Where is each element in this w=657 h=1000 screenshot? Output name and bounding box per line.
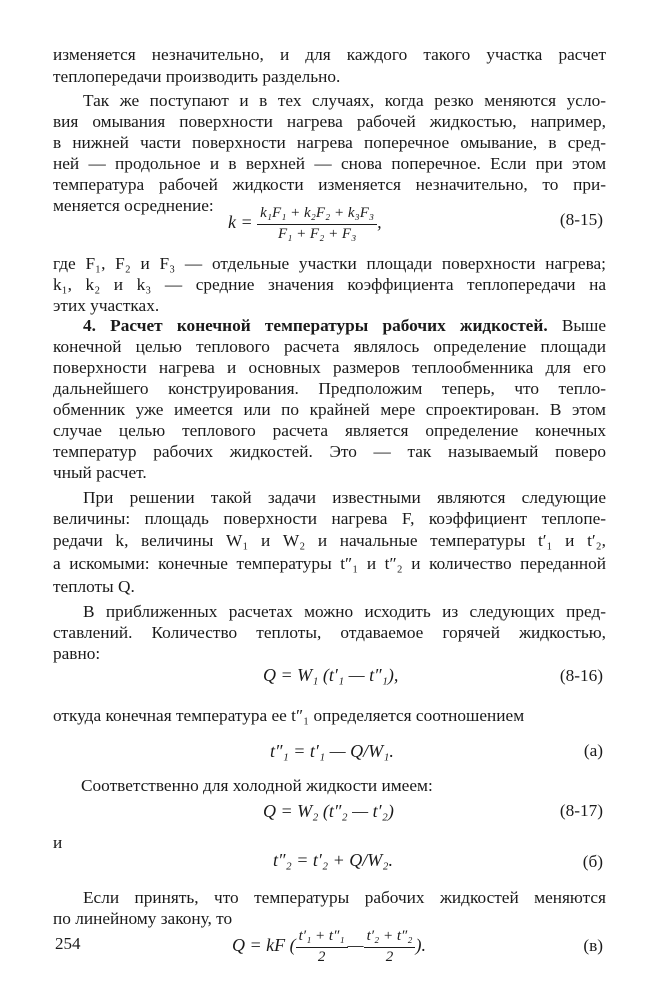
text-line: k₁, k₂ и k₃ — средние значения коэффициента теплопередачи на [53, 275, 606, 294]
equation-b: t″₂ = t′₂ + Q/W₂. [273, 850, 393, 870]
text-line: этих участках. [53, 296, 160, 315]
page-number: 254 [55, 934, 81, 953]
equation-a: t″₁ = t′₁ — Q/W₁. [270, 741, 394, 761]
equation-v [232, 928, 426, 966]
text-line: теплопередачи производить раздельно. [53, 67, 341, 86]
equation-number: (8-15) [559, 210, 603, 229]
equation-number: (б) [582, 852, 603, 871]
text-line: температур рабочих жидкостей. Это — так называемый поверо [53, 442, 606, 461]
section-heading: 4. Расчет конечной температуры рабочих жидкостей. [83, 316, 548, 335]
text-line: Соответственно для холодной жидкости имеем: [81, 776, 433, 795]
equation-number: (а) [583, 741, 603, 760]
text-line: где F₁, F₂ и F₃ — отдельные участки площади поверхности нагрева; [53, 254, 606, 273]
text-line: и [53, 833, 63, 852]
text-line: вия омывания поверхности нагрева рабочей жидкостью, например, [53, 112, 606, 131]
fraction-numerator: t′₂ + t″₂ [364, 928, 416, 948]
text-line: в нижней части поверхности нагрева поперечное омывание, в сред- [53, 133, 606, 152]
text-line: редачи k, величины W₁ и W₂ и начальные температуры t′₁ и t′₂, [53, 531, 606, 550]
fraction [257, 205, 377, 243]
text-line: 4. Расчет конечной температуры рабочих жидкостей. Выше [83, 316, 606, 335]
text-line: поверхности нагрева и основных размеров теплообменника для его [53, 358, 606, 377]
text-line: случае целью теплового расчета является определение конечных [53, 421, 606, 440]
equation-lhs: Q = kF ( [232, 935, 296, 956]
fraction-numerator: t′₁ + t″₁ [296, 928, 348, 948]
equation-number: (8-16) [559, 666, 603, 685]
text-line: равно: [53, 644, 101, 663]
equation-8-17: Q = W₂ (t″₂ — t′₂) [263, 801, 394, 821]
text-line: обменник уже имеется или по крайней мере спроектирован. В этом [53, 400, 606, 419]
text-line: изменяется незначительно, и для каждого такого участка расчет [53, 45, 606, 64]
text-line: по линейному закону, то [53, 909, 233, 928]
fraction-numerator: k₁F₁ + k₂F₂ + k₃F₃ [257, 205, 377, 225]
text-line: Если принять, что температуры рабочих жидкостей меняются [83, 888, 606, 907]
text-line: В приближенных расчетах можно исходить из следующих пред- [83, 602, 606, 621]
text-line: ней — продольное и в верхней — снова поперечное. Если при этом [53, 154, 606, 173]
text-line: конечной целью теплового расчета являлось определение площади [53, 337, 606, 356]
equation-8-16: Q = W₁ (t′₁ — t″₁), [263, 665, 399, 685]
text-line: а искомыми: конечные температуры t″₁ и t″₂ и количество переданной [53, 554, 606, 573]
text-line: чный расчет. [53, 463, 147, 482]
equation-tail: ). [415, 935, 426, 956]
text-line: Так же поступают и в тех случаях, когда резко меняются усло- [83, 91, 606, 110]
text-line: теплоты Q. [53, 577, 135, 596]
fraction-denominator: 2 [385, 949, 394, 965]
fraction [364, 928, 416, 966]
fraction-denominator: 2 [317, 949, 326, 965]
equation-number: (в) [583, 936, 603, 955]
equation-lhs: k = [228, 212, 253, 233]
equation-tail: , [377, 212, 382, 233]
text-line: температура рабочей жидкости изменяется незначительно, то при- [53, 175, 606, 194]
text-line: При решении такой задачи известными являются следующие [83, 488, 606, 507]
text-line: ставлений. Количество теплоты, отдаваемое горячей жидкостью, [53, 623, 606, 642]
text-line: меняется осреднение: [53, 196, 214, 215]
fraction [296, 928, 348, 966]
text-line: дальнейшего конструирования. Предположим теперь, что тепло- [53, 379, 606, 398]
text-line: откуда конечная температура ее t″₁ определяется соотношением [53, 706, 525, 725]
text-line: величины: площадь поверхности нагрева F, коэффициент теплопе- [53, 509, 606, 528]
fraction-denominator: F₁ + F₂ + F₃ [277, 226, 357, 242]
equation-number: (8-17) [559, 801, 603, 820]
equation-8-15 [228, 205, 382, 243]
minus-sign: — [347, 935, 364, 956]
